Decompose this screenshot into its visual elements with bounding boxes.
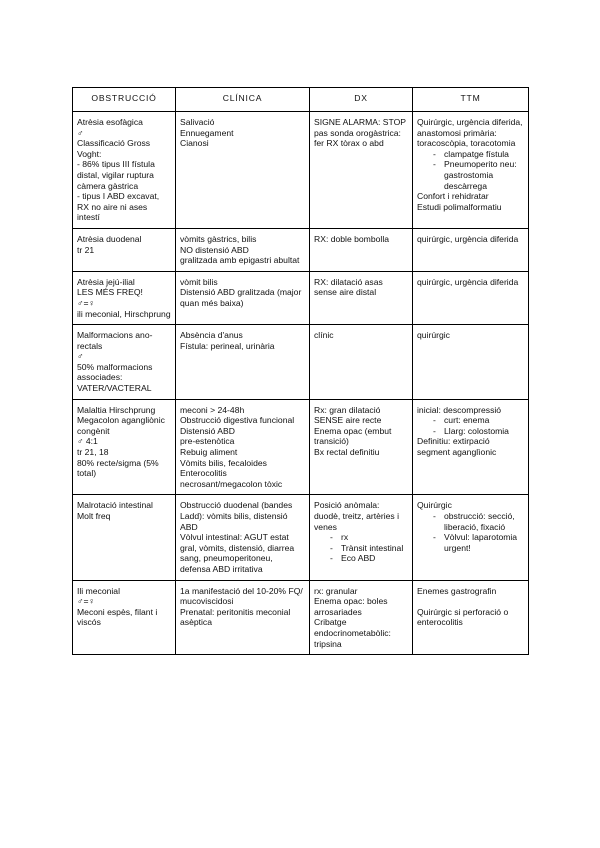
cell-line: quirúrgic, urgència diferida: [417, 233, 519, 244]
table-row: [73, 399, 529, 495]
bullet-item: [417, 415, 524, 426]
cell-line: SIGNE ALARMA: STOP pas sonda orogàstrica: fer RX tòrax o abd: [314, 117, 406, 149]
bullet-text: Trànsit intestinal: [341, 542, 404, 553]
cell-line: ♂=♀: [77, 297, 95, 308]
bullet-text: curt: enema: [444, 415, 490, 426]
bullet-dash: -: [433, 511, 436, 521]
cell-line: 1a manifestació del 10-20% FQ/ mucoviscidosi: [180, 585, 303, 607]
cell-line: ♂: [77, 127, 84, 138]
bullet-dash: -: [433, 415, 436, 426]
bullet-dash: -: [330, 532, 333, 543]
cell-line: Malrotació intestinal: [77, 500, 153, 511]
bullet-text: Eco ABD: [341, 553, 376, 564]
table-row: [73, 228, 529, 271]
cell-line: Rebuig aliment: [180, 447, 238, 458]
cell-line: Cianosi: [180, 138, 209, 149]
cell-line: Ili meconial: [77, 585, 120, 596]
cell-line: Absència d'anus: [180, 330, 243, 341]
bullet-item: [314, 553, 408, 564]
cell-line: Salivació: [180, 117, 215, 127]
bullet-text: Pneumoperito neu: gastrostomia descàrrega: [444, 159, 517, 191]
cell-line: ♂=♀: [77, 596, 95, 607]
bullet-dash: -: [330, 553, 333, 564]
cell-line: pre-estenòtica: [180, 436, 235, 447]
table-row: [73, 495, 529, 580]
cell-line: Atrèsia jejú-ilial: [77, 276, 135, 287]
header-ttm: TTM: [413, 88, 529, 112]
cell-ttm: [413, 495, 529, 580]
cell-clinica: [176, 271, 310, 324]
cell-clinica: [176, 112, 310, 229]
cell-line: quirúrgic, urgència diferida: [417, 276, 519, 287]
cell-line: Fístula: perineal, urinària: [180, 340, 275, 351]
cell-dx: [310, 399, 413, 495]
header-dx: DX: [310, 88, 413, 112]
cell-line: Molt freq: [77, 511, 111, 521]
cell-line: Confort i rehidratar: [417, 191, 489, 202]
cell-line: Atrèsia esofàgica: [77, 117, 143, 127]
cell-line: Enema opac: boles arrosariades: [314, 596, 388, 617]
bullet-item: [417, 149, 524, 160]
bullet-dash: -: [433, 148, 436, 159]
cell-obstruccio: [73, 580, 176, 655]
cell-line: Definitiu: extirpació segment aganglìonic: [417, 436, 497, 458]
cell-line: Quirúrgic si perforació o enterocolitis: [417, 606, 509, 628]
cell-ttm: [413, 112, 529, 229]
bullet-dash: -: [433, 532, 436, 543]
header-obstruccio: OBSTRUCCIÓ: [73, 88, 176, 112]
bullet-text: Vòlvul: laparotomia urgent!: [444, 532, 518, 553]
cell-line: Meconi espès, filant i viscós: [77, 606, 158, 628]
bullet-item: [417, 426, 524, 437]
cell-line: ♂ 4:1: [77, 436, 98, 447]
cell-line: RX: doble bombolla: [314, 233, 390, 244]
cell-line: meconi > 24-48h: [180, 404, 245, 415]
cell-line: Distensió ABD gralitzada (major quan més baixa): [180, 287, 302, 308]
bullet-item: [417, 511, 524, 532]
cell-line: Malaltia Hirschprung Megacolon agangliònic congènit: [77, 404, 165, 436]
cell-ttm: [413, 271, 529, 324]
cell-dx: [310, 228, 413, 271]
cell-line: Quirúrgic, urgència diferida, anastomosi primària: toracoscòpia, toracotomia: [417, 117, 523, 149]
cell-line: Malformacions ano-rectals: [77, 330, 153, 351]
cell-line: Bx rectal definitiu: [314, 447, 380, 458]
cell-dx: [310, 325, 413, 400]
cell-line: Ennuegament: [180, 127, 234, 138]
cell-line: Vòmits bilis, fecaloides: [180, 457, 267, 468]
cell-obstruccio: [73, 228, 176, 271]
cell-line: Enemes gastrografin: [417, 585, 497, 596]
cell-obstruccio: [73, 399, 176, 495]
bullet-dash: -: [330, 542, 333, 553]
cell-line: clínic: [314, 330, 334, 341]
table-row: [73, 271, 529, 324]
cell-line: inicial: descompressió: [417, 404, 502, 415]
cell-line: Rx: gran dilatació SENSE aire recte: [314, 404, 382, 426]
cell-line: quirúrgic: [417, 330, 450, 341]
cell-line: RX: dilatació asas sense aire distal: [314, 276, 383, 298]
cell-line: vòmits gàstrics, bilis: [180, 233, 257, 244]
cell-line: Quirúrgic: [417, 500, 452, 511]
table-row: [73, 325, 529, 400]
cell-line: Enema opac (embut transició): [314, 425, 392, 447]
cell-line: 80% recte/sigma (5% total): [77, 457, 159, 479]
cell-obstruccio: [73, 271, 176, 324]
cell-dx: [310, 271, 413, 324]
bullet-text: obstrucció: secció, liberació, fixació: [444, 511, 515, 532]
cell-line: 50% malformacions associades: VATER/VACTERAL: [77, 361, 153, 394]
table-row: [73, 112, 529, 229]
bullet-text: Llarg: colostomia: [444, 425, 509, 436]
cell-obstruccio: [73, 325, 176, 400]
bullet-item: [314, 532, 408, 543]
cell-line: ♂: [77, 351, 84, 362]
bullet-dash: -: [433, 159, 436, 170]
cell-line: - 86% tipus III fístula distal, vigilar ruptura càmera gàstrica: [77, 159, 155, 191]
cell-ttm: [413, 399, 529, 495]
cell-line: tr 21, 18: [77, 447, 109, 458]
cell-line: Obstrucció digestiva funcional: [180, 415, 295, 426]
cell-obstruccio: [73, 495, 176, 580]
cell-line: NO distensió ABD: [180, 244, 249, 255]
bullet-text: clampatge fístula: [444, 148, 509, 159]
cell-line: Classificació Gross Voght:: [77, 138, 151, 159]
cell-line: Atrèsia duodenal: [77, 233, 142, 244]
cell-clinica: [176, 325, 310, 400]
cell-line: vòmit bilis: [180, 276, 218, 287]
cell-line: rx: granular: [314, 585, 358, 596]
cell-line: Cribatge endocrinometabòlic: tripsina: [314, 617, 391, 649]
cell-ttm: [413, 580, 529, 655]
cell-obstruccio: [73, 112, 176, 229]
cell-line: Vòlvul intestinal: AGUT estat gral, vòmits, distensió, diarrea sang, pneumoperitoneu, defensa ABD irritativa: [180, 532, 295, 574]
bullet-item: [417, 159, 524, 191]
cell-line: [417, 596, 524, 607]
cell-dx: [310, 580, 413, 655]
cell-line: Enterocolitis necrosant/megacolon tòxic: [180, 468, 283, 489]
cell-line: - tipus I ABD excavat, RX no aire ni ases intestí: [77, 191, 160, 223]
cell-line: Posició anòmala: duodè, treitz, artèries i venes: [314, 500, 400, 532]
cell-line: LES MÉS FREQ!: [77, 287, 143, 298]
bullet-item: [314, 543, 408, 554]
cell-line: Prenatal: peritonitis meconial asèptica: [180, 606, 291, 628]
cell-line: Obstrucció duodenal (bandes Ladd): vòmits bilis, distensió ABD: [180, 500, 293, 532]
cell-ttm: [413, 325, 529, 400]
cell-dx: [310, 495, 413, 580]
bullet-item: [417, 532, 524, 553]
cell-line: Estudi polimalformatiu: [417, 201, 502, 212]
table-body: [73, 112, 529, 655]
cell-clinica: [176, 495, 310, 580]
cell-clinica: [176, 580, 310, 655]
table-row: [73, 580, 529, 655]
cell-clinica: [176, 228, 310, 271]
cell-clinica: [176, 399, 310, 495]
cell-line: ili meconial, Hirschprung: [77, 308, 171, 319]
bullet-text: rx: [341, 532, 349, 543]
cell-line: Distensió ABD: [180, 425, 235, 436]
cell-ttm: [413, 228, 529, 271]
header-clinica: CLÍNICA: [176, 88, 310, 112]
cell-line: tr 21: [77, 244, 95, 255]
cell-dx: [310, 112, 413, 229]
header-row: [73, 88, 529, 112]
cell-line: gralitzada amb epigastri abultat: [180, 255, 300, 266]
bullet-dash: -: [433, 425, 436, 436]
obstruction-table: [72, 87, 529, 655]
